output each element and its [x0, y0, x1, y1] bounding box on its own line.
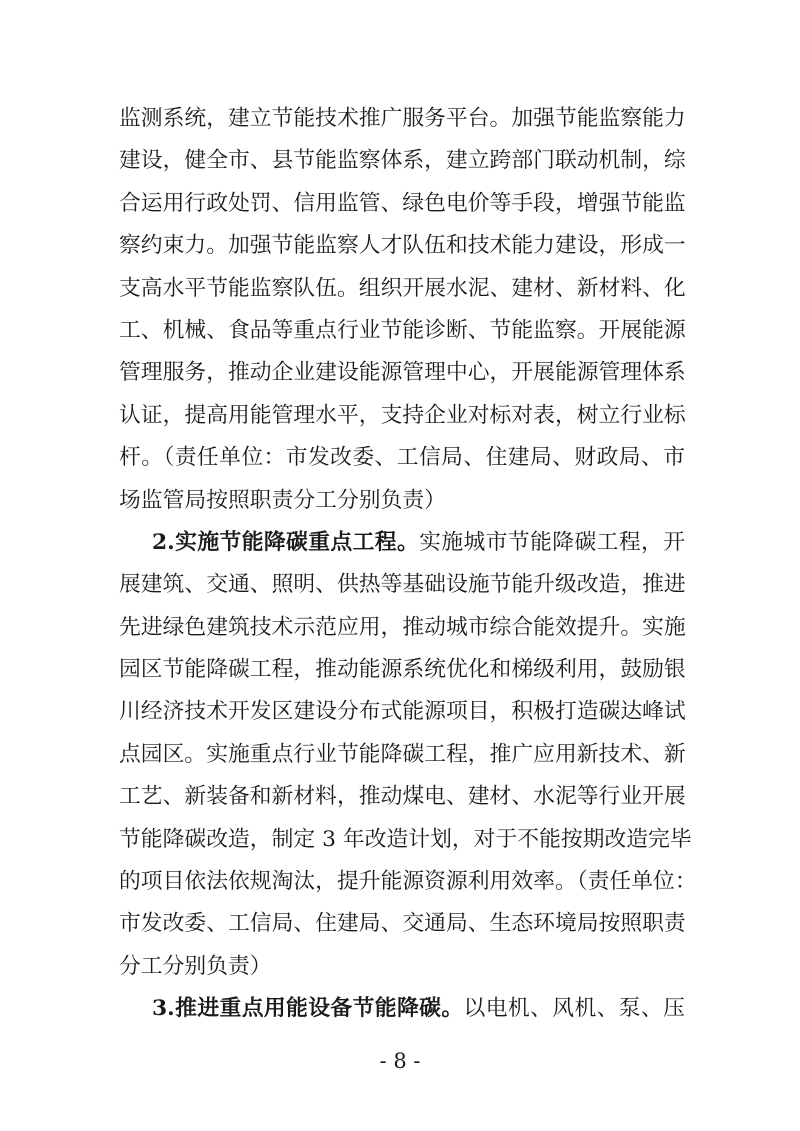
paragraph-text: 川经济技术开发区建设分布式能源项目，积极打造碳达峰试 [119, 699, 686, 725]
text-line [119, 861, 697, 903]
paragraph-text: 监测系统，建立节能技术推广服务平台。加强节能监察能力 [119, 106, 686, 131]
text-line [119, 98, 685, 140]
paragraph-text: 支高水平节能监察队伍。组织开展水泥、建材、新材料、化 [119, 275, 686, 301]
text-line [119, 734, 685, 776]
text-line [119, 946, 685, 988]
paragraph-text: 展建筑、交通、照明、供热等基础设施节能升级改造，推进 [119, 572, 686, 598]
text-line [119, 437, 685, 479]
paragraph-text: 杆。（责任单位：市发改委、工信局、住建局、财政局、市 [119, 445, 685, 471]
paragraph-text: 工、机械、食品等重点行业节能诊断、节能监察。开展能源 [119, 317, 686, 343]
text-line [119, 395, 685, 437]
paragraph-text: 工艺、新装备和新材料，推动煤电、建材、水泥等行业开展 [119, 784, 686, 810]
paragraph-text: 建设，健全市、县节能监察体系，建立跨部门联动机制，综 [119, 148, 686, 174]
text-line [119, 310, 685, 352]
paragraph-text: 市发改委、工信局、住建局、交通局、生态环境局按照职责 [119, 911, 686, 937]
paragraph-text: 先进绿色建筑技术示范应用，推动城市综合能效提升。实施 [119, 614, 686, 640]
paragraph-heading-text: 2.实施节能降碳重点工程。 [152, 529, 420, 555]
text-line [119, 564, 685, 606]
paragraph-text: 以电机、风机、泵、压 [463, 996, 685, 1022]
text-line [119, 183, 685, 225]
text-line [119, 776, 685, 818]
text-line [119, 480, 685, 522]
paragraph-text: 合运用行政处罚、信用监管、绿色电价等手段，增强节能监 [119, 190, 686, 216]
paragraph-text: 园区节能降碳工程，推动能源系统优化和梯级利用，鼓励银 [119, 657, 686, 683]
paragraph-text: 认证，提高用能管理水平，支持企业对标对表，树立行业标 [119, 402, 686, 428]
text-line [119, 691, 685, 733]
paragraph-text: 分工分别负责） [119, 953, 272, 979]
paragraph-text: 节能降碳改造，制定 3 年改造计划，对于不能按期改造完毕 [119, 826, 692, 852]
paragraph-heading-text: 3.推进重点用能设备节能降碳。 [152, 996, 464, 1022]
text-line [119, 352, 685, 394]
text-line [119, 268, 685, 310]
text-line [119, 522, 685, 564]
paragraph-text: 场监管局按照职责分工分别负责） [119, 487, 446, 513]
paragraph-text: 的项目依法依规淘汰，提升能源资源利用效率。（责任单位： [119, 869, 697, 895]
text-line [119, 225, 685, 267]
paragraph-text: 点园区。实施重点行业节能降碳工程，推广应用新技术、新 [119, 741, 686, 767]
page-number: - 8 - [379, 1049, 421, 1073]
paragraph-text: 实施城市节能降碳工程，开 [419, 529, 685, 555]
text-line [119, 649, 685, 691]
text-line [119, 607, 685, 649]
paragraph-text: 管理服务，推动企业建设能源管理中心，开展能源管理体系 [119, 360, 686, 386]
paragraph-text: 察约束力。加强节能监察人才队伍和技术能力建设，形成一 [119, 233, 686, 259]
text-line [119, 903, 685, 945]
text-line [119, 819, 692, 861]
text-line [119, 140, 685, 182]
text-line [119, 988, 685, 1030]
document-body [119, 98, 697, 1031]
